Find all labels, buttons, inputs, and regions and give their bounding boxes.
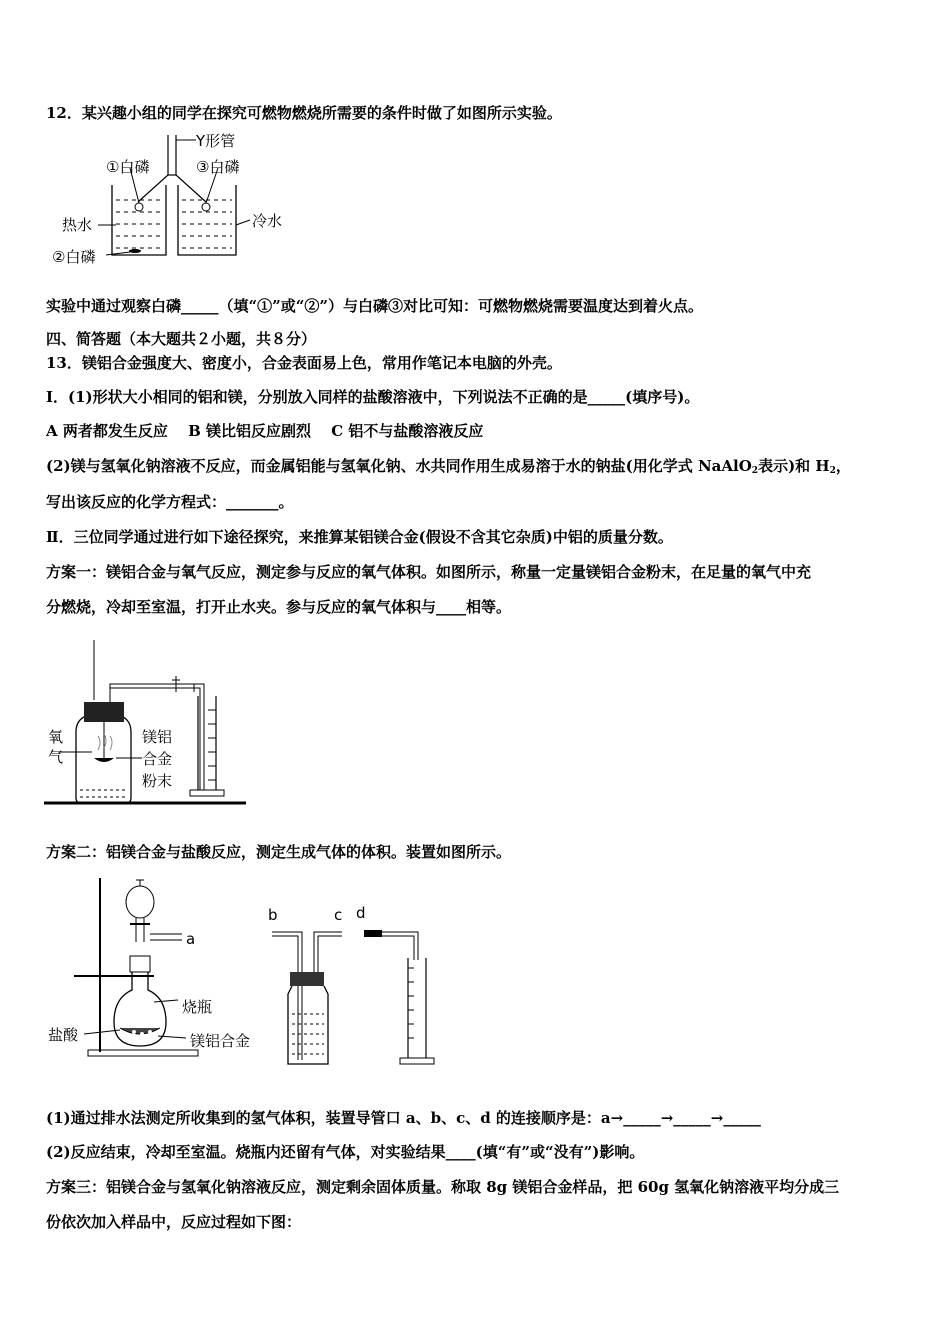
- plan3-line2: 份依次加入样品中，反应过程如下图：: [46, 1213, 302, 1231]
- label-y-tube: Y形管: [196, 132, 236, 150]
- q13-part1-options: A 两者都发生反应 B 镁比铝反应剧烈 C 铝不与盐酸溶液反应: [46, 422, 484, 440]
- label-alloy-2: 合金: [142, 750, 173, 768]
- q13-part1-q2-line2: 写出该反应的化学方程式：_______。: [46, 493, 294, 511]
- subscript-2b: 2: [829, 466, 836, 476]
- plan2-text: 方案二：铝镁合金与盐酸反应，测定生成气体的体积。装置如图所示。: [46, 843, 512, 861]
- label-alloy-3: 粉末: [142, 772, 173, 790]
- label-p1: ①白磷: [106, 158, 150, 176]
- q13-part1-q1: Ⅰ．(1)形状大小相同的铝和镁，分别放入同样的盐酸溶液中，下列说法不正确的是_____(填序号)。: [46, 388, 700, 406]
- q13-part2-intro: Ⅱ．三位同学通过进行如下途径探究，来推算某铝镁合金(假设不含其它杂质)中铝的质量分数。: [46, 528, 673, 546]
- label-b: b: [268, 906, 278, 924]
- section-4-heading: 四、简答题（本大题共２小题，共８分）: [46, 330, 317, 348]
- label-oxygen-2: 气: [48, 748, 64, 766]
- label-acid: 盐酸: [48, 1026, 79, 1044]
- subscript-2a: 2: [751, 466, 759, 476]
- label-cold-water: 冷水: [252, 212, 283, 230]
- q12-stem: 12．某兴趣小组的同学在探究可燃物燃烧所需要的条件时做了如图所示实验。: [46, 104, 562, 122]
- plan2-q1: (1)通过排水法测定所收集到的氢气体积，装置导管口 a、b、c、d 的连接顺序是：a→_____→_____→_____: [46, 1109, 761, 1127]
- q2-text-a: (2)镁与氢氧化钠溶液不反应，而金属铝能与氢氧化钠、水共同作用生成易溶于水的钠盐(用化学式 NaAlO: [46, 457, 752, 475]
- label-p3: ③白磷: [196, 158, 240, 176]
- plan3-line1: 方案三：铝镁合金与氢氧化钠溶液反应，测定剩余固体质量。称取 8g 镁铝合金样品，把 60g 氢氧化钠溶液平均分成三: [46, 1178, 840, 1196]
- gas-collection-figure: [262, 902, 452, 1072]
- label-a: a: [186, 930, 196, 948]
- label-alloy: 镁铝合金: [190, 1032, 251, 1050]
- plan1-line1: 方案一：镁铝合金与氧气反应，测定参与反应的氧气体积。如图所示，称量一定量镁铝合金粉末，在足量的氧气中充: [46, 563, 812, 581]
- label-flask: 烧瓶: [182, 998, 213, 1016]
- label-oxygen-1: 氧: [48, 728, 64, 746]
- label-d: d: [356, 904, 366, 922]
- plan1-line2: 分燃烧，冷却至室温，打开止水夹。参与反应的氧气体积与____相等。: [46, 598, 512, 616]
- plan2-q2: (2)反应结束，冷却至室温。烧瓶内还留有气体，对实验结果____(填“有”或“没有”)影响。: [46, 1143, 645, 1161]
- q13-part1-q2: [46, 456, 851, 481]
- flask-apparatus-figure: [44, 872, 274, 1072]
- label-p2: ②白磷: [52, 248, 96, 266]
- q12-question: 实验中通过观察白磷_____（填“①”或“②”）与白磷③对比可知：可燃物燃烧需要温度达到着火点。: [46, 297, 704, 315]
- q2-text-b: 表示)和 H: [758, 457, 830, 475]
- label-hot-water: 热水: [62, 216, 93, 234]
- label-alloy-1: 镁铝: [142, 728, 173, 746]
- q13-stem: 13．镁铝合金强度大、密度小，合金表面易上色，常用作笔记本电脑的外壳。: [46, 354, 562, 372]
- y-tube-figure: [50, 130, 300, 270]
- q2-text-c: ，: [835, 457, 851, 475]
- label-c: c: [334, 906, 343, 924]
- oxygen-apparatus-figure: [44, 640, 254, 810]
